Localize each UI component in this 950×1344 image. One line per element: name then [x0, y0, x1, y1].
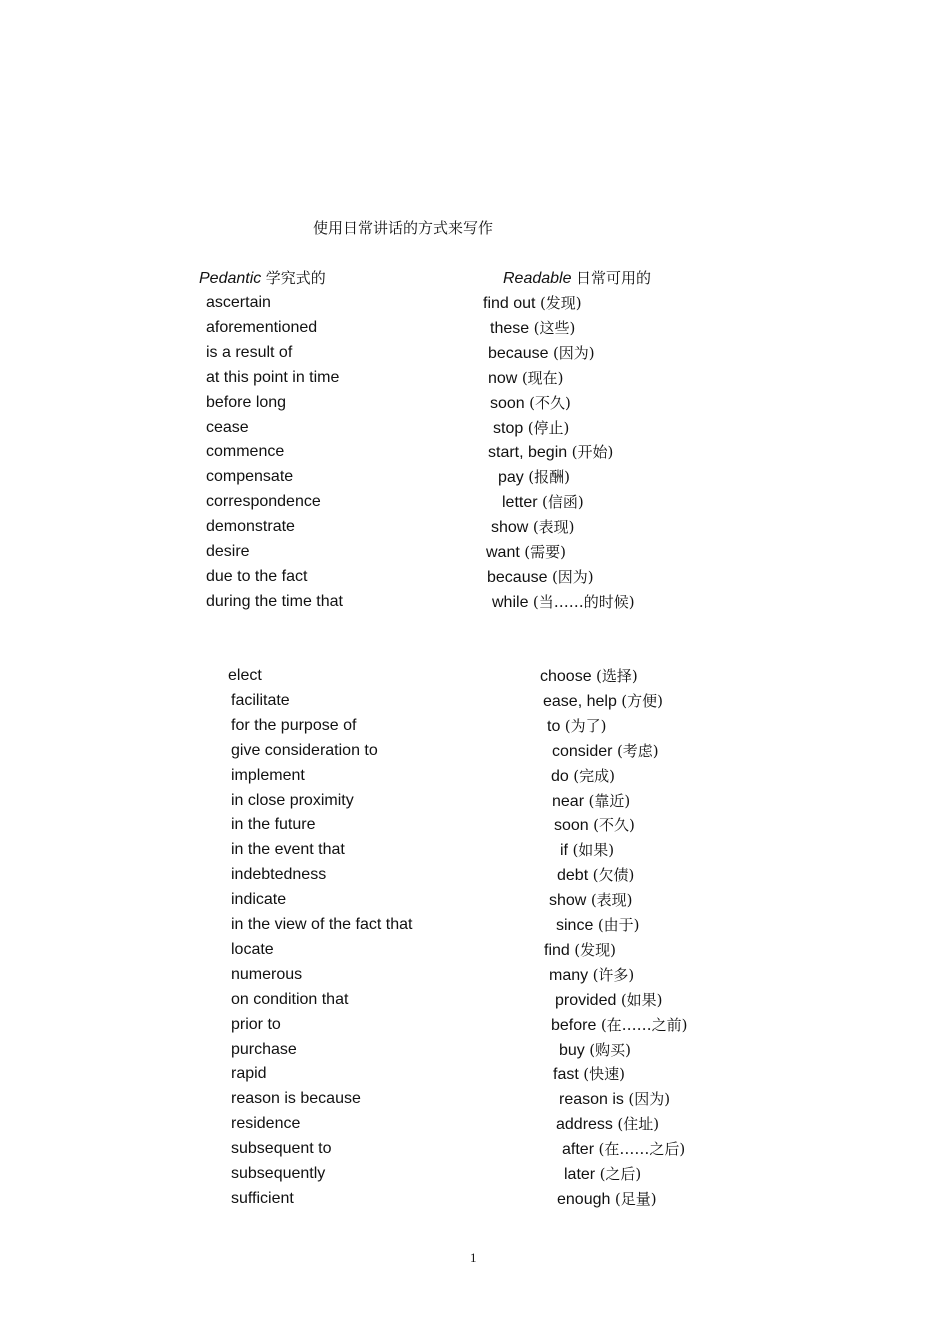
pedantic-term: during the time that [206, 592, 343, 610]
readable-term [549, 890, 633, 910]
readable-term-en: letter [502, 494, 538, 512]
pedantic-term: commence [206, 443, 285, 461]
readable-term-en: provided [555, 991, 617, 1009]
readable-term-zh: (由于) [597, 916, 640, 934]
readable-term [557, 1189, 657, 1209]
readable-term [488, 442, 613, 462]
pedantic-term: due to the fact [206, 567, 308, 585]
header-pedantic-en: Pedantic [199, 270, 262, 287]
readable-term-zh: (靠近) [588, 791, 631, 810]
readable-term [493, 418, 569, 438]
readable-term-zh: (这些) [533, 318, 576, 337]
pedantic-term: desire [206, 543, 250, 560]
readable-term-en: since [556, 917, 594, 934]
header-pedantic [199, 267, 326, 288]
readable-term [483, 293, 582, 313]
readable-term-en: start, begin [488, 444, 568, 462]
readable-term-en: pay [498, 469, 524, 487]
readable-term-zh: (因为) [552, 343, 595, 362]
readable-term [488, 368, 564, 388]
readable-term [555, 990, 663, 1010]
readable-term-zh: (信函) [542, 493, 584, 512]
readable-term [492, 592, 635, 612]
readable-term [543, 691, 663, 711]
readable-term-zh: (因为) [628, 1090, 671, 1109]
readable-term-en: find [544, 941, 570, 959]
readable-term [554, 815, 635, 835]
readable-term-zh: (不久) [529, 393, 571, 412]
readable-term-zh: (许多) [592, 965, 635, 984]
pedantic-term: prior to [231, 1015, 281, 1033]
pedantic-term: give consideration to [231, 741, 378, 759]
readable-term-en: choose [540, 668, 592, 685]
pedantic-term: numerous [231, 965, 303, 983]
readable-term-en: because [488, 344, 549, 362]
readable-term [553, 1064, 625, 1084]
pedantic-term: indicate [231, 891, 287, 909]
pedantic-term: before long [206, 393, 287, 411]
readable-term-zh: (在……之后) [598, 1140, 686, 1159]
readable-term-en: debt [557, 867, 589, 885]
readable-term-en: buy [559, 1041, 585, 1059]
pedantic-term: in the view of the fact that [231, 916, 413, 933]
readable-term-en: soon [554, 817, 589, 835]
readable-term [562, 1139, 685, 1159]
readable-term-zh: (选择) [596, 667, 638, 685]
readable-term [490, 318, 575, 338]
readable-term [556, 1114, 659, 1134]
readable-term [488, 343, 595, 363]
readable-term [486, 542, 566, 562]
readable-term [551, 1015, 688, 1035]
readable-term-zh: (报酬) [528, 468, 570, 487]
header-readable-en: Readable [503, 270, 572, 287]
pedantic-term: aforementioned [206, 318, 318, 336]
page-number: 1 [470, 1250, 477, 1265]
readable-term-en: soon [490, 394, 525, 412]
readable-term-zh: (完成) [573, 766, 615, 785]
readable-term-en: stop [493, 419, 524, 437]
header-readable [503, 267, 651, 288]
readable-term-zh: (不久) [593, 816, 635, 835]
readable-term [540, 666, 638, 686]
pedantic-term: purchase [231, 1040, 297, 1058]
readable-term-en: before [551, 1016, 597, 1034]
readable-term-en: address [556, 1116, 613, 1134]
readable-term-zh: (现在) [521, 368, 564, 387]
pedantic-term: correspondence [206, 493, 321, 511]
pedantic-term: in the event that [231, 841, 345, 859]
readable-term-zh: (因为) [551, 567, 594, 586]
pedantic-term: in close proximity [231, 791, 354, 809]
readable-term [547, 716, 607, 736]
pedantic-term: sufficient [231, 1189, 294, 1207]
readable-term-en: later [564, 1166, 596, 1183]
readable-term-en: fast [553, 1066, 579, 1084]
readable-term-en: because [487, 568, 548, 586]
pedantic-term: rapid [231, 1065, 267, 1083]
pedantic-term: subsequently [231, 1165, 326, 1182]
pedantic-term: compensate [206, 468, 294, 486]
pedantic-term: implement [231, 766, 305, 784]
pedantic-term: in the future [231, 816, 316, 834]
readable-term [560, 840, 614, 860]
pedantic-term: on condition that [231, 990, 349, 1008]
readable-term [551, 766, 615, 786]
readable-term-zh: (为了) [564, 716, 607, 735]
readable-term-en: want [486, 544, 520, 561]
readable-term-en: many [549, 966, 589, 984]
pedantic-term: is a result of [206, 343, 293, 361]
readable-term [559, 1089, 670, 1109]
readable-term-zh: (考虑) [616, 741, 659, 760]
readable-term-zh: (表现) [590, 891, 633, 910]
pedantic-term: residence [231, 1115, 301, 1133]
pedantic-term: indebtedness [231, 866, 327, 884]
readable-term [549, 965, 634, 985]
readable-term-zh: (当……的时候) [532, 592, 635, 611]
readable-term [557, 865, 634, 885]
readable-term-en: while [492, 593, 529, 611]
readable-term [564, 1164, 641, 1184]
readable-term [552, 741, 659, 761]
readable-term [491, 517, 575, 537]
readable-term-en: these [490, 319, 530, 337]
readable-term [487, 567, 594, 587]
readable-term-en: to [547, 717, 561, 735]
readable-term-zh: (需要) [524, 543, 566, 561]
readable-term-zh: (快速) [583, 1065, 625, 1084]
readable-term-zh: (足量) [614, 1189, 657, 1208]
header-readable-zh: 日常可用的 [575, 269, 651, 287]
readable-term [559, 1040, 631, 1060]
readable-term-en: now [488, 369, 518, 387]
readable-term-zh: (停止) [527, 418, 570, 437]
readable-term-zh: (在……之前) [600, 1015, 688, 1034]
pedantic-term: ascertain [206, 294, 271, 311]
readable-term-zh: (发现) [539, 294, 582, 312]
readable-term-en: reason is [559, 1091, 624, 1109]
readable-term-zh: (购买) [589, 1040, 631, 1059]
pedantic-term: elect [228, 667, 262, 684]
readable-term [498, 467, 570, 487]
header-pedantic-zh: 学究式的 [265, 269, 326, 287]
readable-term-en: enough [557, 1190, 611, 1208]
readable-term-en: find out [483, 295, 536, 312]
readable-term [552, 791, 630, 811]
readable-term-zh: (如果) [572, 841, 615, 860]
readable-term-en: if [560, 842, 568, 860]
pedantic-term: locate [231, 940, 274, 958]
pedantic-term: at this point in time [206, 368, 340, 386]
readable-term-en: ease, help [543, 692, 617, 710]
pedantic-term: facilitate [231, 691, 290, 709]
readable-term [490, 393, 571, 413]
readable-term-en: near [552, 792, 585, 810]
readable-term-en: do [551, 767, 569, 785]
readable-term-zh: (表现) [532, 518, 575, 537]
readable-term-zh: (开始) [571, 443, 614, 462]
pedantic-term: for the purpose of [231, 716, 357, 734]
readable-term [502, 492, 584, 512]
pedantic-term: reason is because [231, 1090, 361, 1108]
readable-term-zh: (住址) [617, 1115, 660, 1134]
readable-term-en: show [549, 892, 587, 910]
readable-term [556, 915, 640, 935]
pedantic-term: subsequent to [231, 1140, 332, 1158]
readable-term-zh: (欠债) [592, 866, 635, 885]
pedantic-term: demonstrate [206, 518, 295, 536]
page-title: 使用日常讲话的方式来写作 [313, 219, 494, 237]
pedantic-term: cease [206, 418, 249, 436]
readable-term-en: show [491, 519, 529, 537]
readable-term [544, 940, 616, 960]
readable-term-zh: (发现) [574, 940, 616, 959]
readable-term-en: after [562, 1141, 595, 1159]
readable-term-zh: (方便) [621, 691, 664, 710]
readable-term-zh: (如果) [620, 990, 663, 1009]
readable-term-zh: (之后) [599, 1165, 642, 1183]
readable-term-en: consider [552, 742, 613, 760]
